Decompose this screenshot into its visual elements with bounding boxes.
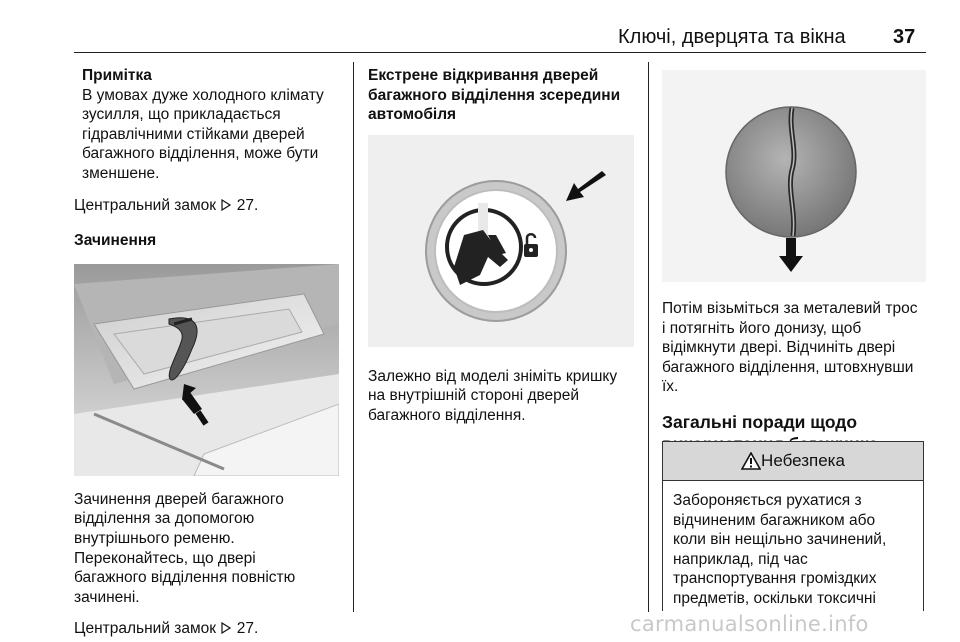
column-2 [368,62,634,426]
caption-line: Зачинення дверей багажного [74,490,284,508]
cable-pull-illustration [662,70,926,282]
caption-line: відділення за допомогою [74,510,255,528]
warning-triangle-icon [741,452,761,470]
body-line: на внутрішній стороні дверей [368,387,580,405]
caption-line: багажного відділення повністю [74,569,296,587]
note-line: В умовах дуже холодного клімату [82,86,324,104]
cross-reference-text: Центральний замок [74,620,217,638]
caption-line: зачинені. [74,588,140,606]
note-block [74,66,339,184]
warning-header [663,442,923,481]
warning-line: транспортування громіздких [673,570,877,588]
cross-reference-1[interactable] [74,196,339,216]
body-line: їх. [662,378,679,396]
page-number: 37 [893,26,916,48]
cover-removal-illustration [368,135,634,347]
note-line: багажного відділення, може бути [82,145,319,163]
column-divider-1 [353,62,354,612]
heading-line: багажного відділення зсередини [368,86,621,104]
heading-line: Екстрене відкривання дверей [368,67,599,84]
danger-warning-box [662,441,924,611]
emergency-opening-heading [368,66,634,125]
heading-line: Загальні поради щодо [662,411,858,432]
warning-body [663,481,923,609]
reference-arrow-icon [220,199,232,211]
note-line: гідравлічними стійками дверей [82,125,305,143]
column-3 [662,62,926,455]
note-line: зусилля, що прикладається [82,106,281,124]
note-heading: Примітка [82,67,152,84]
note-line: зменшене. [82,164,160,182]
body-line: відімкнути двері. Відчиніть двері [662,339,896,357]
warning-line: наприклад, під час [673,550,808,568]
body-line: Залежно від моделі зніміть кришку [368,367,618,385]
body-line: багажного відділення. [368,406,526,424]
warning-line: коли він нещільно зачинений, [673,531,887,549]
column-divider-2 [648,62,649,612]
closing-caption [74,490,339,608]
note-body [82,86,339,184]
caption-line: Переконайтесь, що двері [74,549,256,567]
cross-reference-text: Центральний замок [74,196,217,214]
warning-line: предметів, оскільки токсичні [673,589,876,607]
warning-line: відчиненим багажником або [673,511,876,529]
warning-line: Забороняється рухатися з [673,492,862,509]
cross-reference-page: 27. [236,196,259,214]
reference-arrow-icon [220,622,232,634]
body-line: Потім візьміться за металевий трос [662,300,918,317]
watermark: carmanualsonline.info [630,612,869,636]
cable-pull-text [662,299,926,397]
body-line: багажного відділення, штовхнувши [662,358,914,376]
warning-title: Небезпека [761,451,845,470]
tailgate-strap-illustration [74,264,339,476]
header-rule [74,52,926,53]
body-line: і потягніть його донизу, щоб [662,319,862,337]
section-heading-closing: Зачинення [74,232,157,250]
cross-reference-page: 27. [236,620,259,638]
chapter-title: Ключі, дверцята та вікна [618,26,846,48]
column-1 [74,62,339,639]
page-header [0,0,960,62]
caption-line: внутрішнього ременю. [74,529,235,547]
heading-line: автомобіля [368,106,457,124]
cross-reference-2[interactable] [74,619,339,639]
cover-removal-text [368,367,634,426]
